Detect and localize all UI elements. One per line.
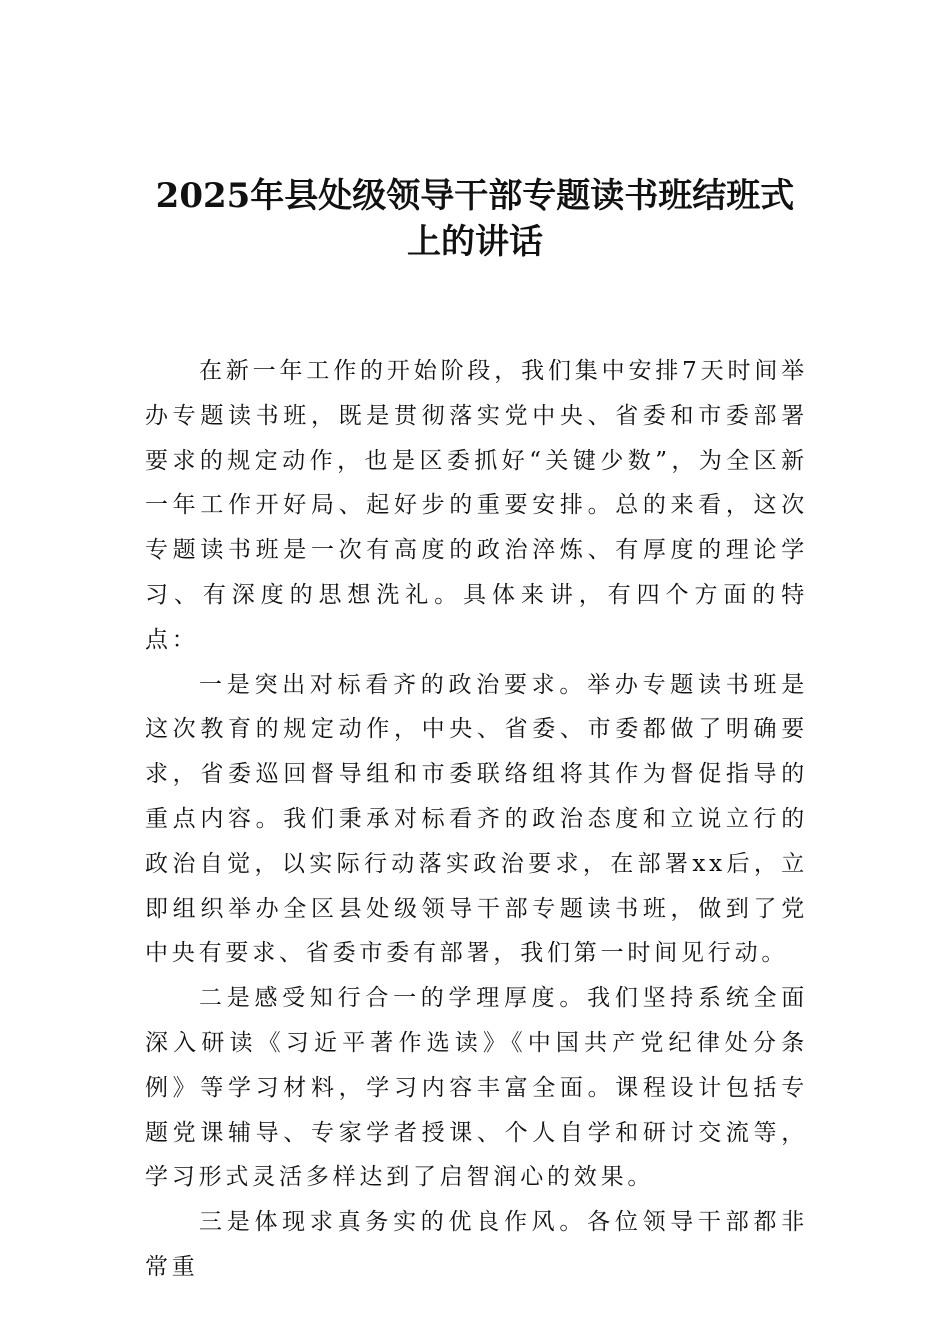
document-title-line-2: 上的讲话 (407, 222, 543, 262)
document-body (145, 349, 808, 1290)
paragraph-point-1: 一是突出对标看齐的政治要求。举办专题读书班是这次教育的规定动作，中央、省委、市委都做了明确要求，省委巡回督导组和市委联络组将其作为督促指导的重点内容。我们秉承对标看齐的政治态度和立说立行的政治自觉，以实际行动落实政治要求，在部署xx后，立即组织举办全区县处级领导干部专题读书班，做到了党中央有要求、省委市委有部署，我们第一时间见行动。 (145, 671, 808, 967)
document-title-line-1: 2025年县处级领导干部专题读书班结班式 (155, 176, 795, 216)
paragraph-point-2: 二是感受知行合一的学理厚度。我们坚持系统全面深入研读《习近平著作选读》《中国共产党纪律处分条例》等学习材料，学习内容丰富全面。课程设计包括专题党课辅导、专家学者授课、个人自学和研讨交流等，学习形式灵活多样达到了启智润心的效果。 (145, 985, 808, 1191)
paragraph-intro: 在新一年工作的开始阶段，我们集中安排7天时间举办专题读书班，既是贯彻落实党中央、省委和市委部署要求的规定动作，也是区委抓好“关键少数”，为全区新一年工作开好局、起好步的重要安排。总的来看，这次专题读书班是一次有高度的政治淬炼、有厚度的理论学习、有深度的思想洗礼。具体来讲，有四个方面的特点： (145, 358, 808, 653)
paragraph-point-3: 三是体现求真务实的优良作风。各位领导干部都非常重 (145, 1209, 808, 1280)
